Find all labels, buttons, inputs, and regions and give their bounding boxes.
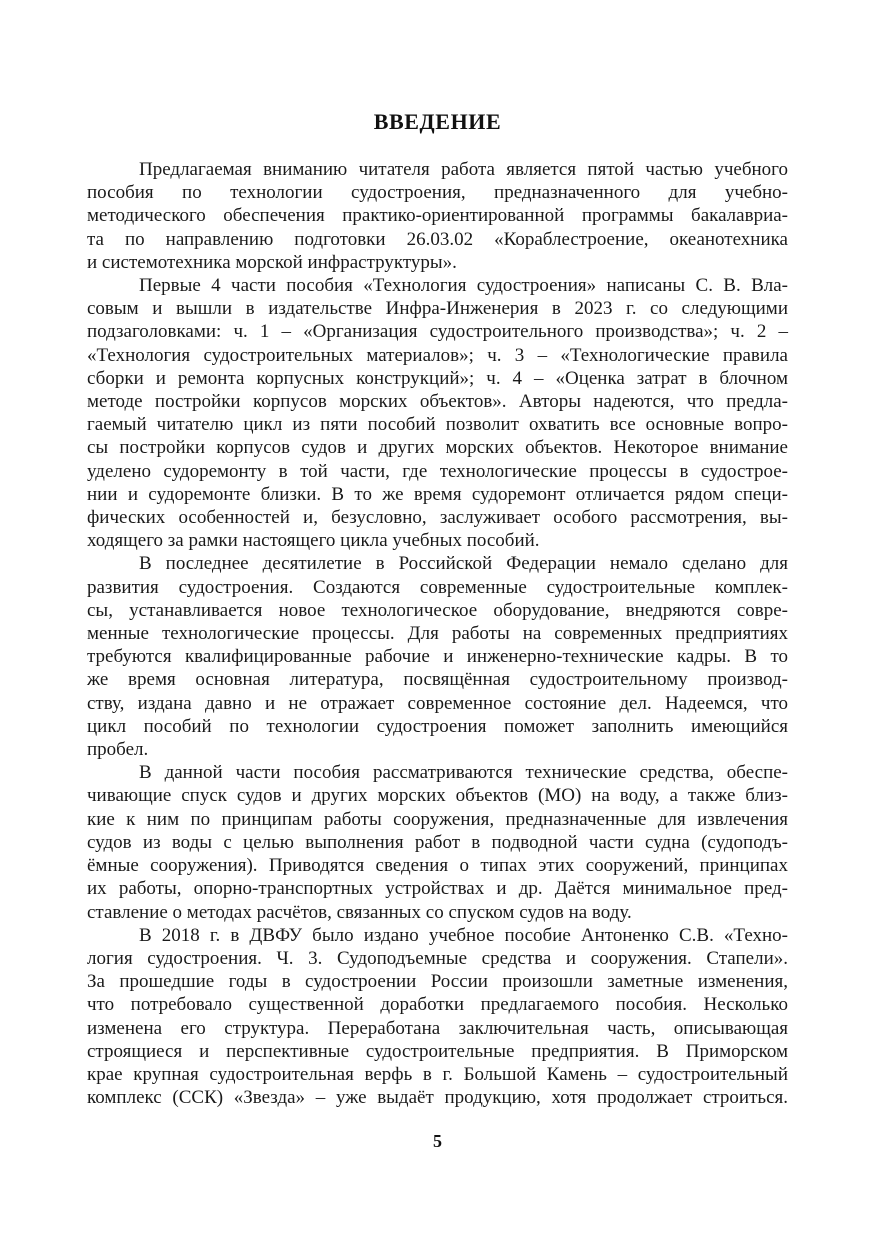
- text-line: цикл пособий по технологии судостроения поможет заполнить имеющийся: [87, 715, 788, 737]
- text-line: ставление о методах расчётов, связанных со спуском судов на воду.: [87, 901, 632, 923]
- page-heading: ВВЕДЕНИЕ: [373, 109, 502, 134]
- text-line: кие к ним по принципам работы сооружения, предназначенные для извлечения: [87, 808, 788, 830]
- text-line: совым и вышли в издательстве Инфра-Инженерия в 2023 г. со следующими: [87, 298, 788, 320]
- text-line: методе постройки корпусов морских объектов». Авторы надеются, что предла-: [87, 391, 788, 413]
- text-line: «Технология судостроительных материалов»; ч. 3 – «Технологические правила: [87, 344, 788, 366]
- text-line: логия судостроения. Ч. 3. Судоподъемные средства и сооружения. Стапели».: [87, 947, 788, 969]
- text-line: изменена его структура. Переработана заключительная часть, описывающая: [87, 1017, 788, 1039]
- text-line: За прошедшие годы в судостроении России произошли заметные изменения,: [87, 971, 788, 993]
- text-line: требуются квалифицированные рабочие и инженерно-технические кадры. В то: [87, 646, 788, 668]
- text-line: уделено судоремонту в той части, где технологические процессы в судострое-: [87, 460, 788, 482]
- text-line: нии и судоремонте близки. В то же время судоремонт отличается рядом специ-: [87, 483, 788, 505]
- text-line: Предлагаемая вниманию читателя работа является пятой частью учебного: [139, 159, 788, 180]
- text-line: же время основная литература, посвящённая судостроительному производ-: [87, 669, 788, 691]
- text-line: подзаголовками: ч. 1 – «Организация судостроительного производства»; ч. 2 –: [87, 321, 788, 343]
- text-line: ходящего за рамки настоящего цикла учебных пособий.: [87, 530, 540, 552]
- text-line: сборки и ремонта корпусных конструкций»; ч. 4 – «Оценка затрат в блочном: [87, 367, 788, 389]
- text-line: что потребовало существенной доработки предлагаемого пособия. Несколько: [87, 994, 788, 1016]
- body-text: [87, 158, 788, 1109]
- paragraph: [87, 158, 788, 274]
- text-line: строящиеся и перспективные судостроительные предприятия. В Приморском: [87, 1040, 788, 1062]
- text-line: В 2018 г. в ДВФУ было издано учебное пособие Антоненко С.В. «Техно-: [139, 924, 788, 946]
- text-line: менные технологические процессы. Для работы на современных предприятиях: [87, 623, 788, 645]
- text-line: крае крупная судостроительная верфь в г. Большой Камень – судостроительный: [87, 1063, 788, 1085]
- text-line: их работы, опорно-транспортных устройствах и др. Даётся минимальное пред-: [87, 878, 788, 900]
- text-line: комплекс (ССК) «Звезда» – уже выдаёт продукцию, хотя продолжает строиться.: [87, 1087, 788, 1109]
- paragraph: [87, 552, 788, 761]
- text-line: и системотехника морской инфраструктуры».: [87, 251, 457, 273]
- text-line: судов из воды с целью выполнения работ в подводной части судна (судоподъ-: [87, 831, 788, 853]
- text-line: чивающие спуск судов и других морских объектов (МО) на воду, а также близ-: [87, 785, 788, 807]
- text-line: пособия по технологии судостроения, предназначенного для учебно-: [87, 182, 788, 204]
- text-line: развития судостроения. Создаются современные судостроительные комплек-: [87, 576, 788, 598]
- text-line: та по направлению подготовки 26.03.02 «Кораблестроение, океанотехника: [87, 228, 788, 250]
- text-line: сы постройки корпусов судов и других морских объектов. Некоторое внимание: [87, 437, 788, 459]
- text-line: гаемый читателю цикл из пяти пособий позволит охватить все основные вопро-: [87, 414, 788, 436]
- page-number: 5: [433, 1131, 442, 1151]
- text-line: Первые 4 части пособия «Технология судостроения» написаны С. В. Вла-: [139, 275, 788, 297]
- text-line: фических особенностей и, безусловно, заслуживает особого рассмотрения, вы-: [87, 507, 788, 529]
- text-line: методического обеспечения практико-ориентированной программы бакалавриа-: [87, 205, 788, 227]
- paragraph: [87, 761, 788, 923]
- text-line: ёмные сооружения). Приводятся сведения о типах этих сооружений, принципах: [87, 855, 788, 877]
- paragraph: [87, 274, 788, 552]
- text-line: В данной части пособия рассматриваются технические средства, обеспе-: [139, 762, 788, 784]
- text-line: сы, устанавливается новое технологическое оборудование, внедряются совре-: [87, 599, 788, 621]
- text-line: пробел.: [87, 739, 149, 761]
- text-line: В последнее десятилетие в Российской Федерации немало сделано для: [139, 553, 788, 575]
- paragraph: [87, 924, 788, 1110]
- text-line: ству, издана давно и не отражает современное состояние дел. Надеемся, что: [87, 692, 788, 714]
